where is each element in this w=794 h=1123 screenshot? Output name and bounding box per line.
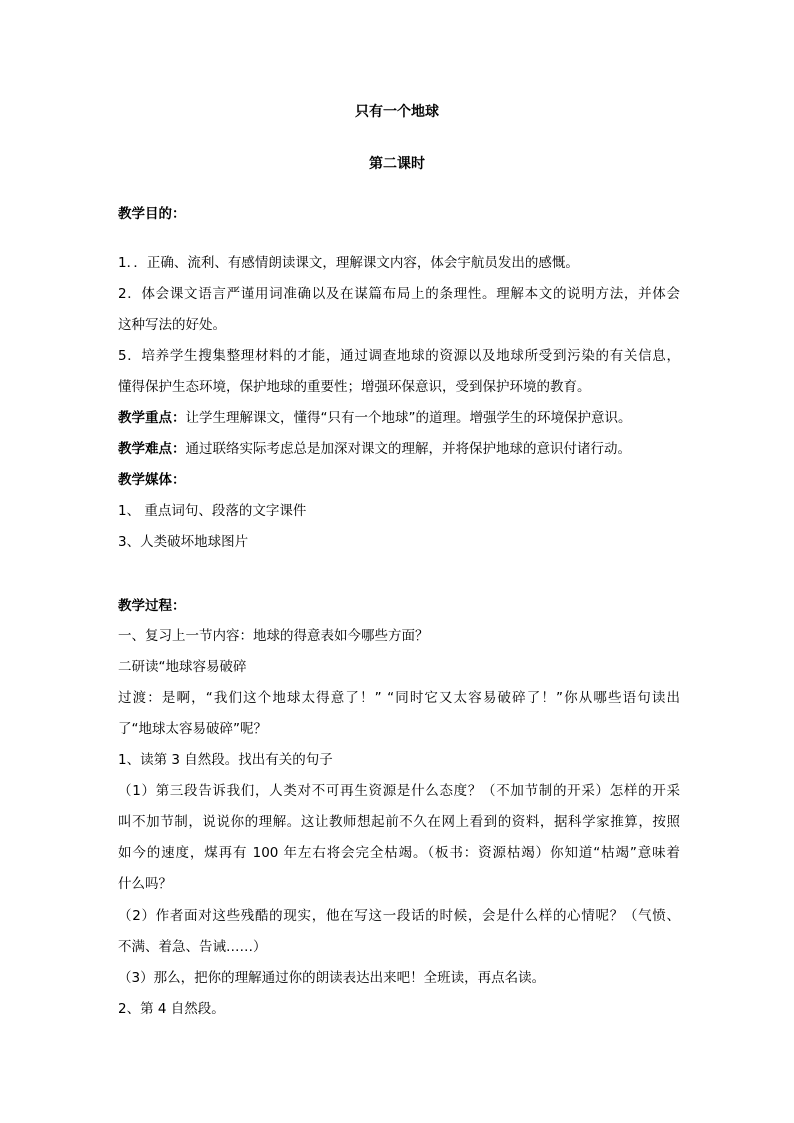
objective-2-line-1: 2．体会课文语言严谨用词准确以及在谋篇布局上的条理性。理解本文的说明方法，并体会 — [118, 286, 680, 302]
teaching-focus-text: 让学生理解课文，懂得“只有一个地球”的道理。增强学生的环境保护意识。 — [185, 410, 632, 426]
step-1: 一、复习上一节内容：地球的得意表如今哪些方面？ — [118, 628, 429, 644]
teaching-difficulty-text: 通过联络实际考虑总是加深对课文的理解，并将保护地球的意识付诸行动。 — [185, 441, 631, 457]
transition-line-2: 了“地球太容易破碎”呢？ — [118, 721, 267, 737]
read-paragraph-4: 2、第 4 自然段。 — [118, 1001, 225, 1017]
question-1-line-4: 什么吗？ — [118, 876, 172, 892]
teaching-focus-label: 教学重点： — [118, 410, 186, 426]
teaching-focus — [118, 408, 680, 428]
objective-3-line-2: 懂得保护生态环境，保护地球的重要性；增强环保意识，受到保护环境的教育。 — [118, 379, 591, 395]
objective-3-line-1: 5．培养学生搜集整理材料的才能，通过调查地球的资源以及地球所受到污染的有关信息， — [118, 348, 680, 364]
question-1-line-3: 如今的速度，煤再有 100 年左右将会完全枯竭。（板书：资源枯竭）你知道“枯竭”意味着 — [118, 845, 680, 861]
question-1-line-1: （1）第三段告诉我们，人类对不可再生资源是什么态度？（不加节制的开采）怎样的开采 — [118, 783, 680, 799]
transition-line-1: 过渡：是啊，“我们这个地球太得意了！” “同时它又太容易破碎了！”你从哪些语句读出 — [118, 690, 680, 706]
question-2-line-1: （2）作者面对这些残酷的现实，他在写这一段话的时候，会是什么样的心情呢？（气愤、 — [118, 908, 680, 924]
objective-2-line-2: 这种写法的好处。 — [118, 317, 226, 333]
media-heading: 教学媒体： — [118, 472, 186, 488]
question-3: （3）那么，把你的理解通过你的朗读表达出来吧！全班读，再点名读。 — [118, 970, 546, 986]
step-2: 二研读“地球容易破碎 — [118, 659, 247, 675]
teaching-difficulty-label: 教学难点： — [118, 441, 186, 457]
process-heading: 教学过程： — [118, 598, 186, 614]
lesson-subtitle: 第二课时 — [369, 156, 425, 172]
objectives-heading: 教学目的： — [118, 206, 186, 222]
media-item-1: 1、 重点词句、段落的文字课件 — [118, 503, 307, 519]
question-1-line-2: 叫不加节制，说说你的理解。这让教师想起前不久在网上看到的资料，据科学家推算，按照 — [118, 814, 680, 830]
question-2-line-2: 不满、着急、告诫……） — [118, 939, 267, 955]
objective-1: 1．．正确、流利、有感情朗读课文，理解课文内容，体会宇航员发出的感慨。 — [118, 255, 579, 271]
read-paragraph-3: 1、读第 3 自然段。找出有关的句子 — [118, 752, 333, 768]
media-item-2: 3、人类破坏地球图片 — [118, 534, 249, 550]
document-title: 只有一个地球 — [355, 104, 439, 120]
teaching-difficulty — [118, 439, 680, 459]
